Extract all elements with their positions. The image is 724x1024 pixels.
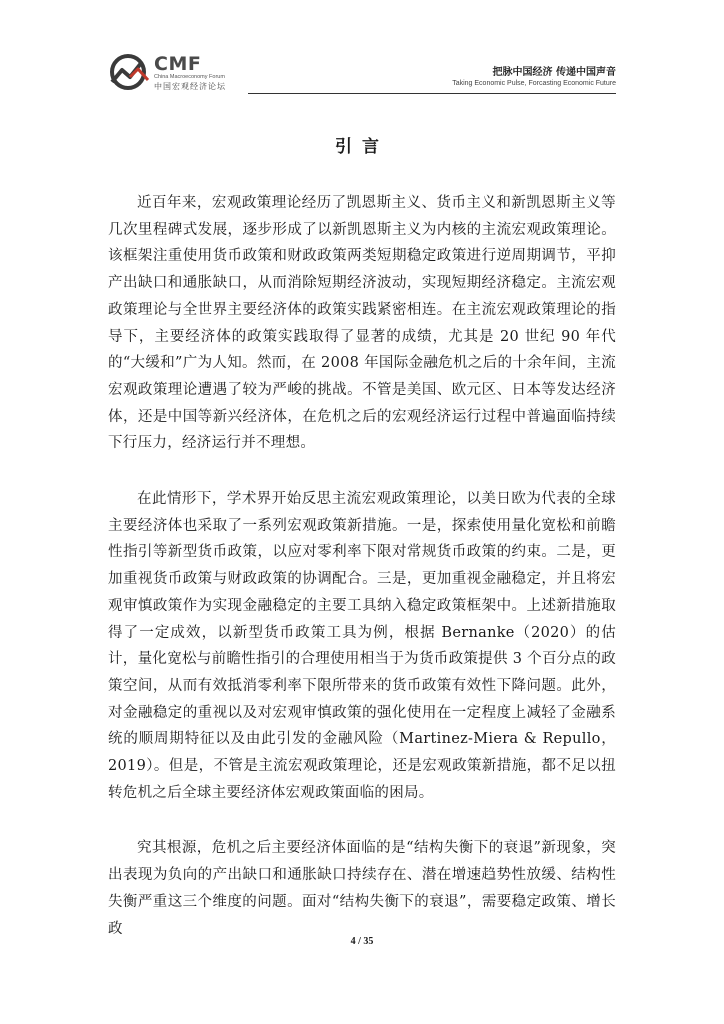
brand-english-name: China Macroeconomy Forum [154,74,225,80]
page-header [108,52,616,98]
slogan-chinese: 把脉中国经济 传递中国声音 [492,67,616,78]
brand-chinese-name: 中国宏观经济论坛 [154,82,226,91]
slogan-block [452,66,616,88]
slogan-english: Taking Economic Pulse, Forcasting Economic Future [452,80,616,87]
cmf-logo-icon [108,52,158,92]
header-divider [248,93,616,94]
brand-block [154,54,226,92]
paragraph-3: 究其根源，危机之后主要经济体面临的是“结构失衡下的衰退”新现象，突出表现为负向的产出缺口和通胀缺口持续存在、潜在增速趋势性放缓、结构性失衡严重这三个维度的问题。面对“结构失衡下的衰退”，需要稳定政策、增长政 [108,840,616,937]
body-content [108,190,616,971]
paragraph-1: 近百年来，宏观政策理论经历了凯恩斯主义、货币主义和新凯恩斯主义等几次里程碑式发展，逐步形成了以新凯恩斯主义为内核的主流宏观政策理论。该框架注重使用货币政策和财政政策两类短期稳定政策进行逆周期调节，平抑产出缺口和通胀缺口，从而消除短期经济波动，实现短期经济稳定。主流宏观政策理论与全世界主要经济体的政策实践紧密相连。在主流宏观政策理论的指导下，主要经济体的政策实践取得了显著的成绩，尤其是 20 世纪 90 年代的“大缓和”广为人知。然而，在 2008 年国际金融危机之后的十余年间，主流宏观政策理论遭遇了较为严峻的挑战。不管是美国、欧元区、日本等发达经济体，还是中国等新兴经济体，在危机之后的宏观经济运行过程中普遍面临持续下行压力，经济运行并不理想。 [108,195,616,452]
paragraph-2: 在此情形下，学术界开始反思主流宏观政策理论，以美日欧为代表的全球主要经济体也采取了一系列宏观政策新措施。一是，探索使用量化宽松和前瞻性指引等新型货币政策，以应对零利率下限对常规货币政策的约束。二是，更加重视货币政策与财政政策的协调配合。三是，更加重视金融稳定，并且将宏观审慎政策作为实现金融稳定的主要工具纳入稳定政策框架中。上述新措施取得了一定成效，以新型货币政策工具为例，根据 Bernanke（2020）的估计，量化宽松与前瞻性指引的合理使用相当于为货币政策提供 3 个百分点的政策空间，从而有效抵消零利率下限所带来的货币政策有效性下降问题。此外，对金融稳定的重视以及对宏观审慎政策的强化使用在一定程度上减轻了金融系统的顺周期特征以及由此引发的金融风险（Martinez-Miera & Repullo，2019）。但是，不管是主流宏观政策理论，还是宏观政策新措施，都不足以扭转危机之后全球主要经济体宏观政策面临的困局。 [108,491,616,801]
brand-name: CMF [154,53,202,75]
section-title: 引言 [335,137,389,157]
page-number: 4 / 35 [350,936,374,947]
